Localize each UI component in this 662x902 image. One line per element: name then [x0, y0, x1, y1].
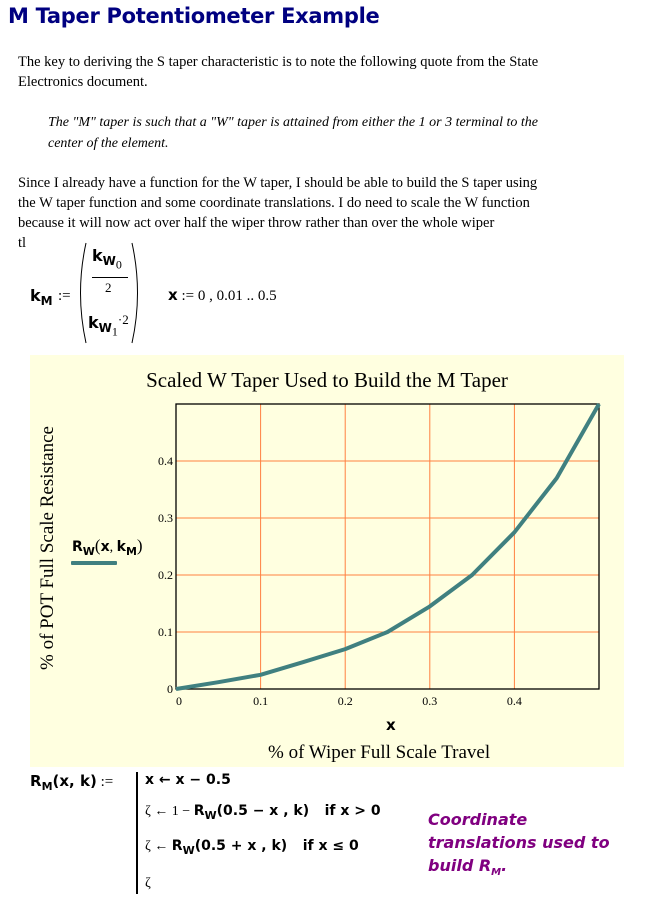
- explanation-line-3: because it will now act over half the wiper throw rather than over the whole wiper: [18, 215, 495, 231]
- svg-text:0.3: 0.3: [158, 511, 173, 525]
- chart-x-ticks: [176, 694, 522, 705]
- chart-y-axis-label: % of POT Full Scale Resistance: [37, 426, 58, 670]
- chart-grid: [176, 404, 599, 689]
- rm-line-4[interactable]: ζ: [145, 876, 151, 891]
- explanation-line-1: Since I already have a function for the W taper, I should be able to build the S taper using: [18, 175, 538, 191]
- chart-plot: [150, 395, 620, 705]
- explanation-line-2: the W taper function and some coordinate translations. I do need to scale the W function: [18, 195, 530, 211]
- quote-line-1: The "M" taper is such that a "W" taper is attained from either the 1 or 3 terminal to the: [48, 115, 539, 130]
- chart-title: Scaled W Taper Used to Build the M Taper: [146, 368, 508, 392]
- svg-text:0.2: 0.2: [158, 568, 173, 582]
- chart-legend-swatch: [71, 561, 117, 565]
- chart-x-variable: x: [386, 716, 396, 734]
- left-paren-icon: [74, 242, 88, 344]
- svg-text:0: 0: [167, 682, 173, 696]
- program-bracket: [136, 772, 138, 894]
- chart-x-axis-label: % of Wiper Full Scale Travel: [268, 742, 491, 763]
- km-row1: $k_{W_1}^{\cdot 2}$: [88, 312, 129, 339]
- svg-text:0: 0: [176, 694, 182, 705]
- explanation-line-4: tl: [18, 235, 27, 249]
- fraction-bar: [92, 277, 128, 278]
- km-assign: :=: [58, 288, 71, 304]
- page-title: M Taper Potentiometer Example: [8, 4, 380, 28]
- x-range-definition[interactable]: x := 0 , 0.01 .. 0.5: [168, 286, 277, 304]
- km-row0-denominator: 2: [105, 280, 112, 295]
- quote-line-2: center of the element.: [48, 136, 169, 151]
- km-definition[interactable]: [30, 240, 190, 345]
- intro-line-1: The key to deriving the S taper characteristic is to note the following quote from the State: [18, 54, 539, 70]
- svg-text:0.1: 0.1: [253, 694, 269, 705]
- rm-line-1[interactable]: x ← x − 0.5: [145, 772, 231, 788]
- chart-series-rw: [176, 404, 599, 689]
- right-paren-icon: [130, 242, 144, 344]
- chart-legend-label: $R_W(x$, $k_M$): [72, 536, 143, 558]
- rm-lhs[interactable]: $R_M(x$, k) :=: [30, 772, 114, 793]
- svg-text:0.2: 0.2: [337, 694, 353, 705]
- svg-text:0.4: 0.4: [158, 454, 173, 468]
- svg-text:0.3: 0.3: [422, 694, 438, 705]
- km-row0: $k_{W_0}$: [92, 246, 122, 272]
- plot-frame: [176, 404, 599, 689]
- svg-text:0.1: 0.1: [158, 625, 173, 639]
- quote-block: [48, 112, 538, 154]
- chart-y-ticks: [158, 454, 173, 696]
- explanation-paragraph: [18, 173, 537, 249]
- intro-paragraph: [18, 52, 538, 92]
- rm-line-3[interactable]: ζ ← $R_W(0.5 + x$ , k) if x ≤ 0: [145, 838, 359, 857]
- svg-text:0.4: 0.4: [506, 694, 522, 705]
- km-lhs: $k_M$: [30, 286, 53, 309]
- rm-line-2[interactable]: ζ ← $1 - R_W(0.5 - x$ , k) if x > 0: [145, 803, 381, 822]
- annotation-note: Coordinate translations used to build $R_M$.: [428, 810, 610, 879]
- intro-line-2: Electronics document.: [18, 74, 148, 90]
